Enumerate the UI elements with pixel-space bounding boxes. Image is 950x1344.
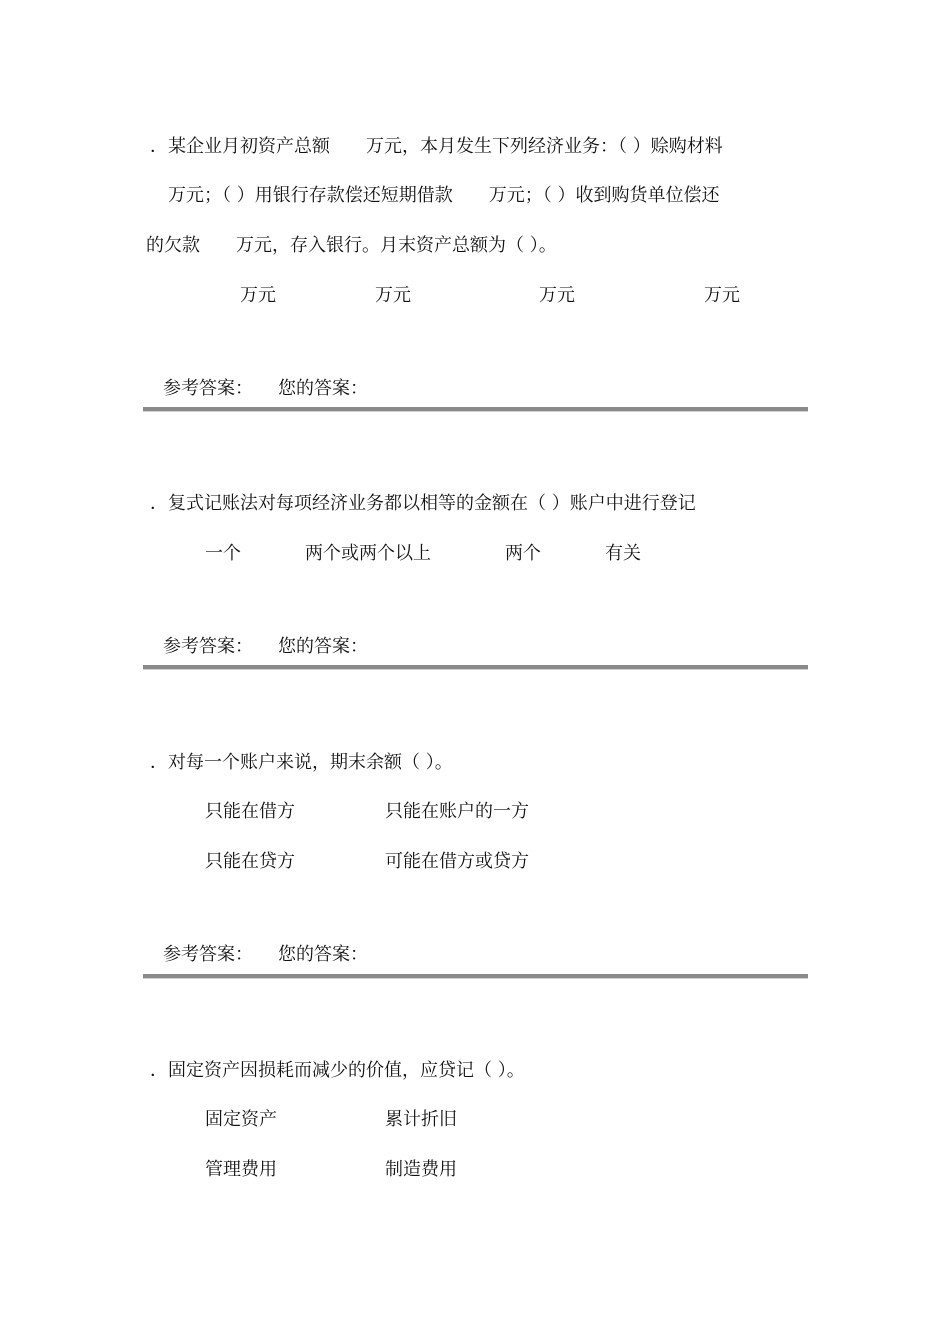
question-2-your-answer-label: 您的答案：: [278, 636, 368, 657]
question-1-option-c[interactable]: 万元: [539, 285, 575, 306]
question-1-stem-line-1: ．某企业月初资产总额 万元，本月发生下列经济业务：（ ）赊购材料: [150, 136, 723, 157]
question-1-divider: [143, 407, 808, 412]
question-1-option-b[interactable]: 万元: [375, 285, 411, 306]
question-2-option-d[interactable]: 有关: [605, 543, 641, 564]
question-2-stem-line-1: ．复式记账法对每项经济业务都以相等的金额在（ ）账户中进行登记: [150, 493, 696, 514]
question-4-option-d[interactable]: 制造费用: [385, 1159, 457, 1180]
question-3-reference-answer-label: 参考答案：: [163, 944, 253, 965]
question-4-option-c[interactable]: 管理费用: [205, 1159, 277, 1180]
question-1-reference-answer-label: 参考答案：: [163, 378, 253, 399]
question-1-stem-line-3: 的欠款 万元，存入银行。月末资产总额为（ ）。: [146, 235, 557, 256]
question-4-option-a[interactable]: 固定资产: [205, 1109, 277, 1130]
question-3-stem-line-1: ．对每一个账户来说，期末余额（ ）。: [150, 752, 453, 773]
question-3-option-b[interactable]: 只能在账户的一方: [385, 801, 529, 822]
question-1-option-a[interactable]: 万元: [240, 285, 276, 306]
question-4-option-b[interactable]: 累计折旧: [385, 1109, 457, 1130]
question-3-option-a[interactable]: 只能在借方: [205, 801, 295, 822]
question-4-stem-line-1: ．固定资产因损耗而减少的价值，应贷记（ ）。: [150, 1060, 525, 1081]
question-3-option-d[interactable]: 可能在借方或贷方: [385, 851, 529, 872]
question-2-reference-answer-label: 参考答案：: [163, 636, 253, 657]
question-3-divider: [143, 974, 808, 979]
question-2-option-c[interactable]: 两个: [505, 543, 541, 564]
question-2-option-b[interactable]: 两个或两个以上: [305, 543, 431, 564]
question-2-option-a[interactable]: 一个: [205, 543, 241, 564]
question-3-option-c[interactable]: 只能在贷方: [205, 851, 295, 872]
question-1-your-answer-label: 您的答案：: [278, 378, 368, 399]
question-2-divider: [143, 665, 808, 670]
question-1-option-d[interactable]: 万元: [704, 285, 740, 306]
question-1-stem-line-2: 万元；（ ）用银行存款偿还短期借款 万元；（ ）收到购货单位偿还: [150, 185, 720, 206]
question-3-your-answer-label: 您的答案：: [278, 944, 368, 965]
